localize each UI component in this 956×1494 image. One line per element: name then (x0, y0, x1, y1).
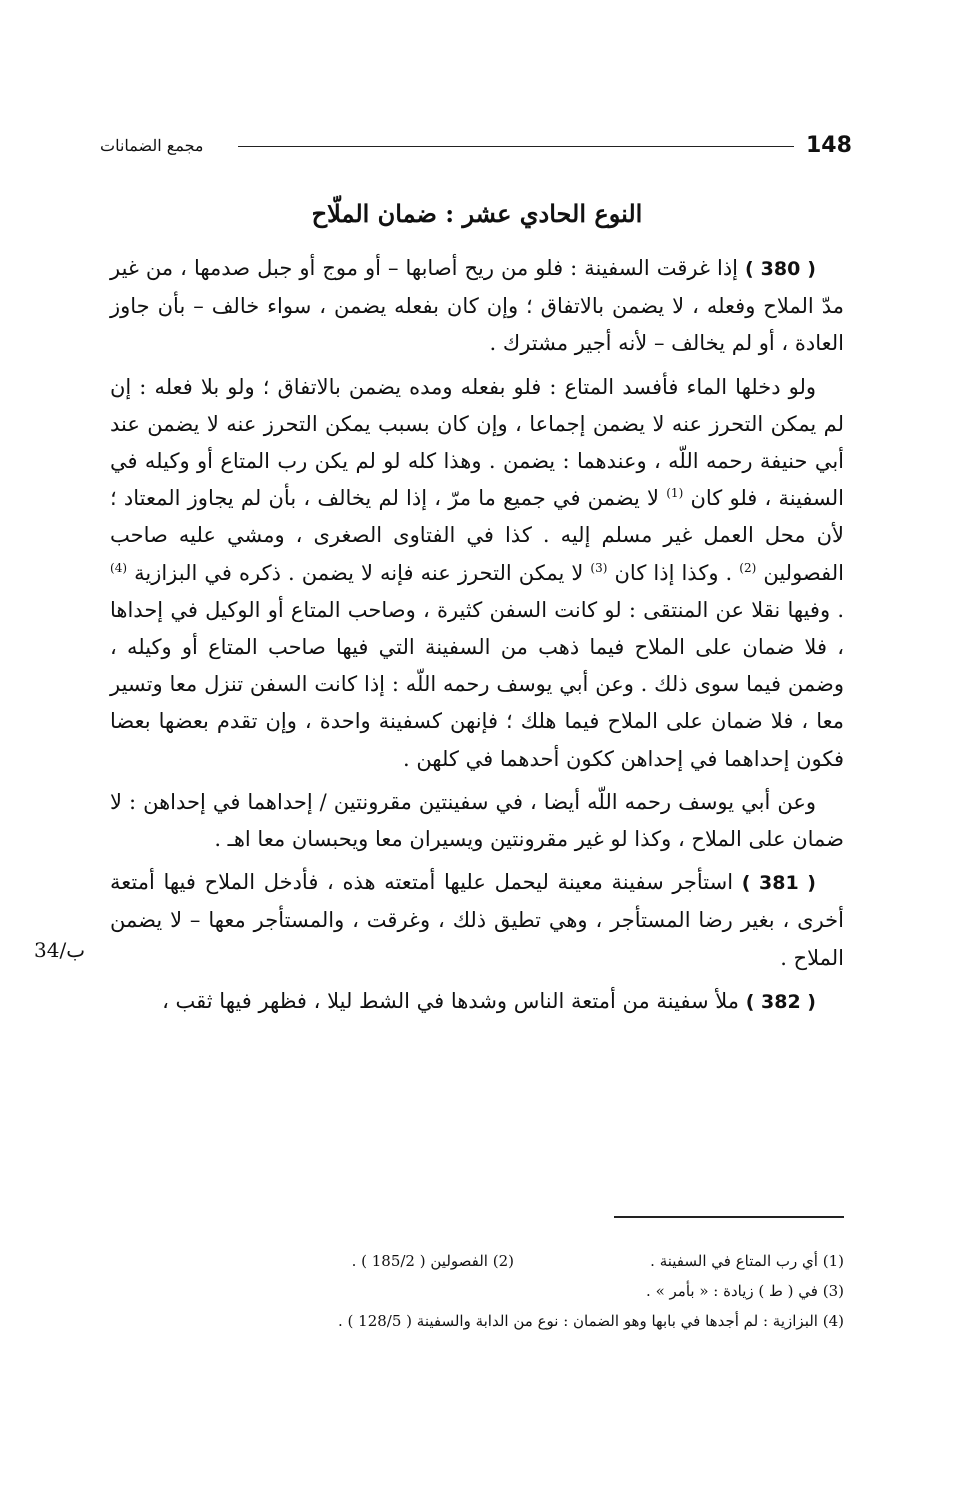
paragraph-number-close: ) (745, 258, 761, 280)
paragraph-text-b: لا يضمن في جميع ما مرّ ، إذا لم يخالف ، بأن لم يجاوز المعتاد ؛ لأن محل العمل غير مسلم إليه . كذا في الفتاوى الصغرى ، ومشي عليه صاحب الفصولين (110, 486, 844, 585)
body-text (110, 196, 844, 1027)
header-rule (238, 146, 794, 147)
section-title: النوع الحادي عشر : ضمان الملّاح (311, 199, 643, 228)
footnote-3: (3) في ( ط ) زيادة : « بأمر » . (646, 1282, 844, 1300)
paragraph-number: 380 (760, 258, 801, 280)
footnote-ref-1: (1) (666, 486, 684, 501)
page-number: 148 (806, 133, 852, 158)
paragraph-text-c: . وكذا إذا كان (614, 560, 740, 585)
paragraph-number-close: ) (745, 990, 762, 1013)
paragraph-382 (110, 983, 844, 1021)
paragraph-text: إذا غرقت السفينة : فلو من ريح أصابها – أو موج أو جبل صدمها ، من غير مدّ الملاح وفعله ، لا يضمن بالاتفاق ؛ وإن كان بفعله يضمن ، سواء خالف – بأن جاوز العادة ، أو لم يخالف – لأنه أجير مشترك . (110, 256, 844, 356)
paragraph-number-close: ) (741, 872, 760, 895)
paragraph-abu-yusuf: وعن أبي يوسف رحمه اللّه أيضا ، في سفينتين مقرونتين / إحداهما في إحداهن : لا ضمان على الملاح ، وكذا لو غير مقرونتين ويسيران معا ويحبسان معا اهـ . (110, 789, 844, 852)
page-header (100, 130, 852, 162)
footnote-ref-4: (4) (110, 560, 128, 575)
manuscript-folio-note: 34/ب (34, 938, 86, 962)
running-title: مجمع الضمانات (100, 136, 204, 155)
footnote-row (200, 1306, 844, 1336)
paragraph-381 (110, 864, 844, 977)
paragraph-number: 382 (761, 990, 801, 1013)
paragraph-number-open: ( (800, 258, 816, 280)
footnote-2: (2) الفصولين ( 185/2 ) . (351, 1252, 514, 1270)
footnote-row (200, 1246, 844, 1276)
paragraph-text-d: لا يمكن التحرز عنه فإنه لا يضمن . ذكره في البزازية (134, 560, 591, 585)
paragraph-text-a: ولو دخلها الماء فأفسد المتاع : فلو بفعله ومده يضمن بالاتفاق ؛ ولو بلا فعله : إن لم يمكن التحرز عنه لا يضمن إجماعا ، وإن كان بسبب يمكن التحرز عنه لا يضمن عند أبي حنيفة رحمه اللّه ، وعندهما : يضمن . وهذا كله لو لم يكن رب المتاع أو وكيله في السفينة ، فلو كان (110, 374, 844, 511)
footnote-ref-2: (2) (739, 560, 757, 575)
footnote-row (200, 1276, 844, 1306)
paragraph-number: 381 (759, 872, 799, 895)
paragraph-text-e: . وفيها نقلا عن المنتقى : لو كانت السفن كثيرة ، وصاحب المتاع أو الوكيل في إحداها ، فلا ضمان على الملاح فيما ذهب من السفينة التي فيها صاحب المتاع أو وكيله ، وضمن فيما سوى ذلك . وعن أبي يوسف رحمه اللّه : إذا كانت السفن تنزل معا وتسير معا ، فلا ضمان على الملاح فيما هلك ؛ فإنهن كسفينة واحدة ، وإن تقدم بعضها بعضا فكون إحداهما في إحداهن ككون أحدهما في كلهن . (110, 597, 844, 771)
paragraph-text: ملأ سفينة من أمتعة الناس وشدها في الشط ليلا ، فظهر فيها ثقب ، (162, 988, 746, 1013)
footnotes (200, 1246, 844, 1336)
paragraph-number-open: ( (800, 990, 816, 1013)
footnote-4: (4) البزازية : لم أجدها في بابها وهو الضمان : نوع من الدابة والسفينة ( 128/5 ) . (338, 1312, 844, 1330)
paragraph-water (110, 369, 844, 778)
footnote-ref-3: (3) (590, 560, 608, 575)
footnote-rule (614, 1216, 844, 1218)
paragraph-number-open: ( (798, 872, 816, 895)
paragraph-380 (110, 250, 844, 363)
footnote-1: (1) أي رب المتاع في السفينة . (650, 1252, 844, 1270)
paragraph-text: استأجر سفينة معينة ليحمل عليها أمتعته هذه ، فأدخل الملاح فيها أمتعة أخرى ، بغير رضا المستأجر ، وهي تطيق ذلك ، وغرقت ، والمستأجر معها – لا يضمن الملاح . (110, 870, 844, 970)
